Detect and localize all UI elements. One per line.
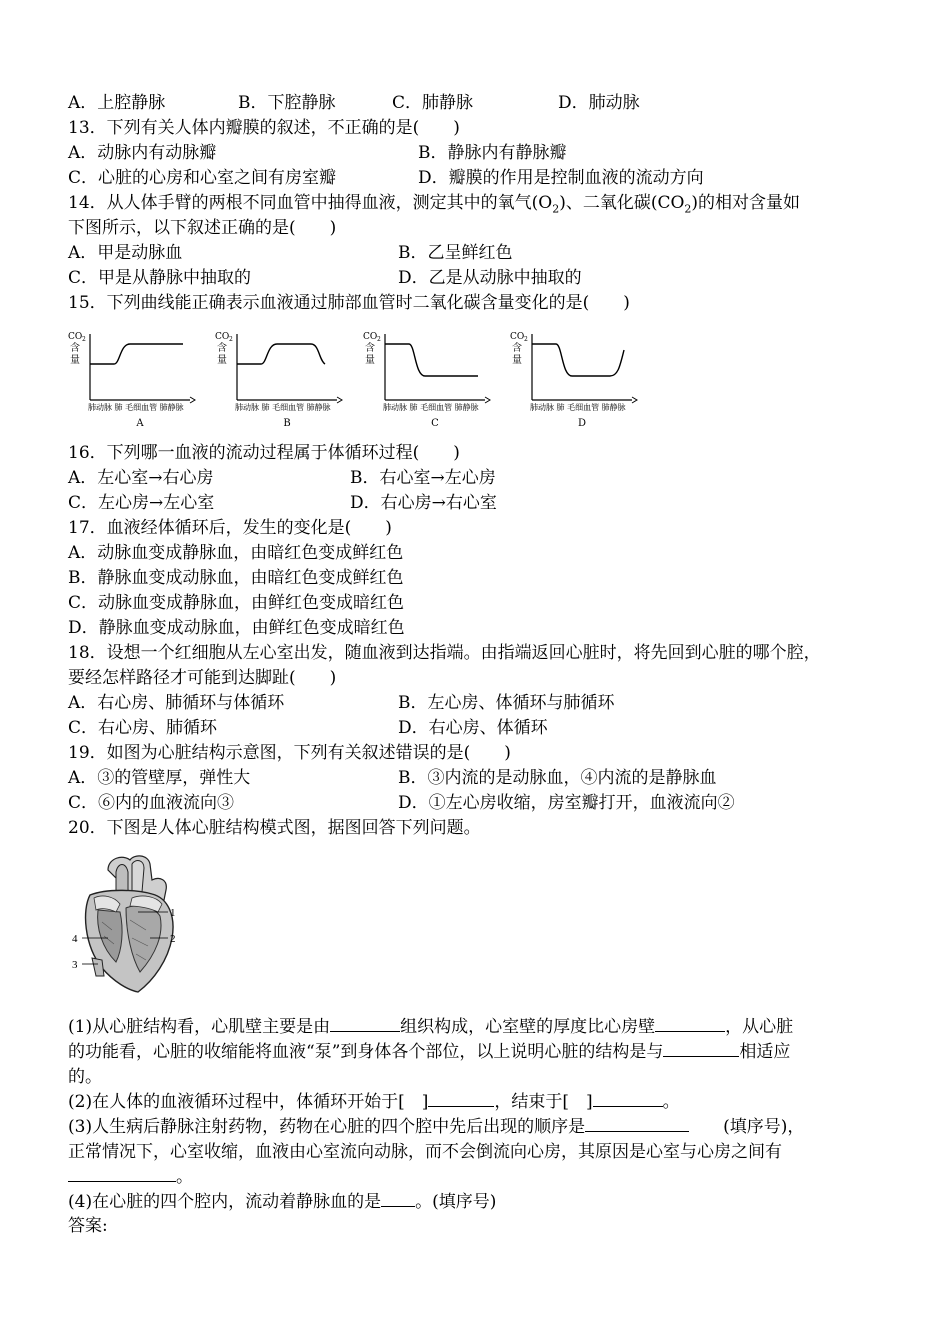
- chart-letter: A: [136, 418, 144, 429]
- x-axis-arrow: [485, 397, 490, 403]
- q12-option-c: C．肺静脉: [392, 93, 474, 113]
- x-label: 肺动脉 肺 毛细血管 肺静脉: [530, 403, 626, 412]
- q19-option-a: A．③的管壁厚，弹性大: [68, 768, 251, 788]
- heart-diagram: [68, 850, 198, 1000]
- y-label-2: 量: [217, 355, 227, 366]
- y-label-1: 含: [217, 343, 227, 354]
- answer-label: 答案:: [68, 1216, 108, 1236]
- y-label-1: 含: [70, 343, 80, 354]
- q17-option-a: A．动脉血变成静脉血，由暗红色变成鲜红色: [68, 543, 404, 563]
- x-label: 肺动脉 肺 毛细血管 肺静脉: [235, 403, 331, 412]
- q20-part2: (2)在人体的血液循环过程中，体循环开始于[ ] ，结束于[ ] 。: [68, 1092, 680, 1112]
- x-axis-arrow: [632, 397, 637, 403]
- q16-option-c: C．左心房→左心室: [68, 493, 215, 513]
- y-label-co2: CO: [68, 332, 83, 342]
- q18-option-d: D．右心房、体循环: [398, 718, 548, 738]
- co2-curve: [237, 344, 325, 364]
- heart-label-1: 1: [170, 907, 176, 919]
- q13-stem: 13．下列有关人体内瓣膜的叙述，不正确的是( ): [68, 118, 460, 138]
- q13-option-c: C．心脏的心房和心室之间有房室瓣: [68, 168, 337, 188]
- q14-option-d: D．乙是从动脉中抽取的: [398, 268, 582, 288]
- q19-option-c: C．⑥内的血液流向③: [68, 793, 235, 813]
- q13-option-d: D．瓣膜的作用是控制血液的流动方向: [418, 168, 704, 188]
- q14-stem: 14．从人体手臂的两根不同血管中抽得血液，测定其中的氧气$(O_2)$、二氧化碳$(CO_2)$的相对含量如: [68, 193, 801, 216]
- blank-3[interactable]: [663, 1040, 739, 1057]
- y-label-sub: 2: [524, 336, 528, 343]
- q18-option-b: B．左心房、体循环与肺循环: [398, 693, 615, 713]
- q15-chart-a: [68, 330, 218, 430]
- q19-option-b: B．③内流的是动脉血，④内流的是静脉血: [398, 768, 717, 788]
- q14-option-a: A．甲是动脉血: [68, 243, 183, 263]
- q17-option-d: D．静脉血变成动脉血，由鲜红色变成暗红色: [68, 618, 405, 638]
- q20-part1-line1: (1)从心脏结构看，心肌壁主要是由 组织构成，心室壁的厚度比心房壁 ，从心脏: [68, 1017, 794, 1037]
- blank-5[interactable]: [593, 1090, 663, 1107]
- co2-curve: [90, 344, 183, 364]
- y-label-co2: CO: [215, 332, 230, 342]
- q20-part1-line2: 的功能看，心脏的收缩能将血液“泵”到身体各个部位，以上说明心脏的结构是与 相适应: [68, 1042, 791, 1062]
- y-label-sub: 2: [82, 336, 86, 343]
- y-label-1: 含: [365, 343, 375, 354]
- co2-curve: [385, 344, 478, 376]
- q18-option-c: C．右心房、肺循环: [68, 718, 218, 738]
- blank-8[interactable]: [381, 1190, 415, 1207]
- blank-4[interactable]: [428, 1090, 494, 1107]
- x-axis-arrow: [337, 397, 342, 403]
- q20-part3-line1: (3)人生病后静脉注射药物，药物在心脏的四个腔中先后出现的顺序是 (填序号)，: [68, 1117, 805, 1137]
- q20-part4: (4)在心脏的四个腔内，流动着静脉血的是 。(填序号): [68, 1192, 497, 1212]
- chart-letter: B: [283, 418, 291, 429]
- q15-chart-d: [510, 330, 660, 430]
- q15-chart-c: [363, 330, 513, 430]
- q16-stem: 16．下列哪一血液的流动过程属于体循环过程( ): [68, 443, 460, 463]
- chart-letter: C: [431, 418, 439, 429]
- y-label-sub: 2: [229, 336, 233, 343]
- q20-part3-line2: 正常情况下，心室收缩，血液由心室流向动脉，而不会倒流向心房，其原因是心室与心房之间有: [68, 1142, 782, 1162]
- y-label-2: 量: [365, 355, 375, 366]
- blank-2[interactable]: [655, 1015, 725, 1032]
- y-label-co2: CO: [510, 332, 525, 342]
- q16-option-a: A．左心室→右心房: [68, 468, 214, 488]
- q17-stem: 17．血液经体循环后，发生的变化是( ): [68, 518, 392, 538]
- y-label-1: 含: [512, 343, 522, 354]
- q12-option-a: A．上腔静脉: [68, 93, 166, 113]
- x-label: 肺动脉 肺 毛细血管 肺静脉: [88, 403, 184, 412]
- blank-1[interactable]: [330, 1015, 400, 1032]
- chart-letter: D: [577, 418, 587, 429]
- heart-label-3: 3: [72, 959, 78, 971]
- q16-option-d: D．右心房→右心室: [350, 493, 497, 513]
- q18-stem-line2: 要经怎样路径才可能到达脚趾( ): [68, 668, 337, 688]
- q20-stem: 20．下图是人体心脏结构模式图，据图回答下列问题。: [68, 818, 481, 838]
- q14-option-b: B．乙呈鲜红色: [398, 243, 513, 263]
- x-axis-arrow: [190, 397, 195, 403]
- blank-7[interactable]: [68, 1165, 176, 1182]
- q20-part3-line3: 。: [68, 1165, 193, 1189]
- q19-stem: 19．如图为心脏结构示意图，下列有关叙述错误的是( ): [68, 743, 511, 763]
- y-label-sub: 2: [377, 336, 381, 343]
- q14-stem-line2: 下图所示，以下叙述正确的是( ): [68, 218, 337, 238]
- co2-curve: [532, 344, 624, 376]
- y-label-2: 量: [512, 355, 522, 366]
- q13-option-a: A．动脉内有动脉瓣: [68, 143, 217, 163]
- q20-part1-line3: 的。: [68, 1067, 102, 1087]
- q14-option-c: C．甲是从静脉中抽取的: [68, 268, 252, 288]
- blank-6[interactable]: [585, 1115, 689, 1132]
- heart-label-2: 2: [170, 933, 176, 945]
- q16-option-b: B．右心室→左心房: [350, 468, 496, 488]
- x-label: 肺动脉 肺 毛细血管 肺静脉: [383, 403, 479, 412]
- q17-option-b: B．静脉血变成动脉血，由暗红色变成鲜红色: [68, 568, 404, 588]
- q19-option-d: D．①左心房收缩，房室瓣打开，血液流向②: [398, 793, 735, 813]
- heart-label-4: 4: [72, 933, 78, 945]
- q15-chart-b: [215, 330, 365, 430]
- y-label-co2: CO: [363, 332, 378, 342]
- q13-option-b: B．静脉内有静脉瓣: [418, 143, 567, 163]
- q18-stem: 18．设想一个红细胞从左心室出发，随血液到达指端。由指端返回心脏时，将先回到心脏的哪个腔，: [68, 643, 821, 663]
- q18-option-a: A．右心房、肺循环与体循环: [68, 693, 285, 713]
- q12-option-d: D．肺动脉: [558, 93, 640, 113]
- q15-stem: 15．下列曲线能正确表示血液通过肺部血管时二氧化碳含量变化的是( ): [68, 293, 630, 313]
- q17-option-c: C．动脉血变成静脉血，由鲜红色变成暗红色: [68, 593, 405, 613]
- q14-sub-2: 2: [684, 202, 692, 216]
- y-label-2: 量: [70, 355, 80, 366]
- q12-option-b: B．下腔静脉: [238, 93, 336, 113]
